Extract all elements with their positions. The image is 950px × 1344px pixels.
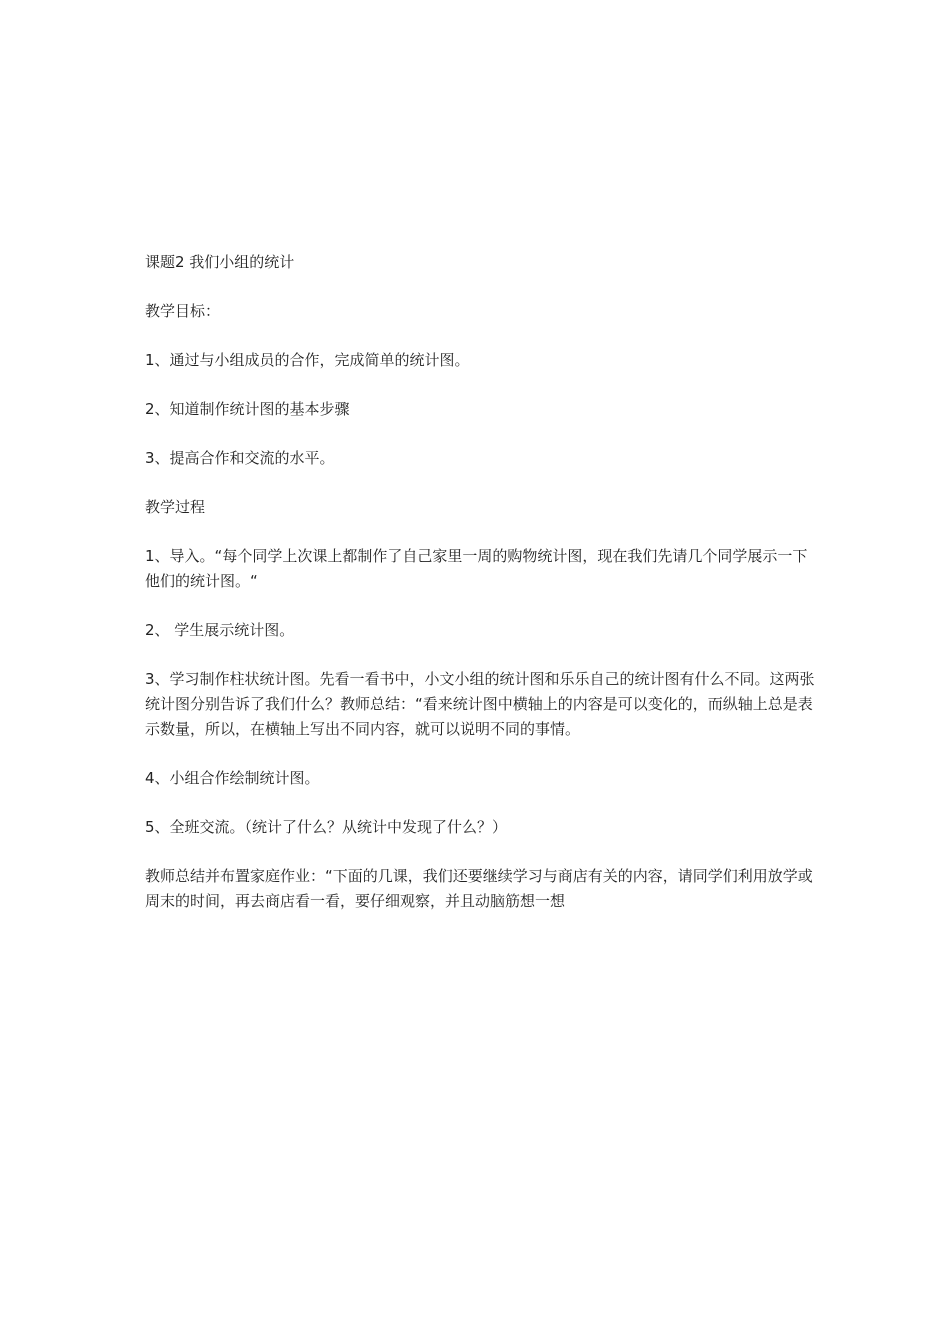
document-page: [145, 250, 815, 938]
teacher-summary: 教师总结并布置家庭作业：“下面的几课，我们还要继续学习与商店有关的内容，请同学们利用放学或周末的时间，再去商店看一看，要仔细观察，并且动脑筋想一想: [145, 867, 813, 910]
process-step: 1、导入。“每个同学上次课上都制作了自己家里一周的购物统计图，现在我们先请几个同学展示一下他们的统计图。“: [145, 547, 808, 590]
goals-heading: 教学目标：: [145, 302, 221, 320]
process-heading: 教学过程: [145, 498, 206, 516]
goal-item: 3、提高合作和交流的水平。: [145, 449, 335, 467]
lesson-title: 课题2 我们小组的统计: [145, 253, 295, 271]
process-step: 2、 学生展示统计图。: [145, 621, 295, 639]
goal-item: 1、通过与小组成员的合作，完成简单的统计图。: [145, 351, 470, 369]
goal-item: 2、知道制作统计图的基本步骤: [145, 400, 350, 418]
process-step: 5、全班交流。（统计了什么？从统计中发现了什么？）: [145, 818, 508, 836]
process-step: 3、学习制作柱状统计图。先看一看书中，小文小组的统计图和乐乐自己的统计图有什么不同。这两张统计图分别告诉了我们什么？教师总结：“看来统计图中横轴上的内容是可以变化的，而纵轴上总是表示数量，所以，在横轴上写出不同内容，就可以说明不同的事情。: [145, 670, 815, 738]
process-step: 4、小组合作绘制统计图。: [145, 769, 320, 787]
